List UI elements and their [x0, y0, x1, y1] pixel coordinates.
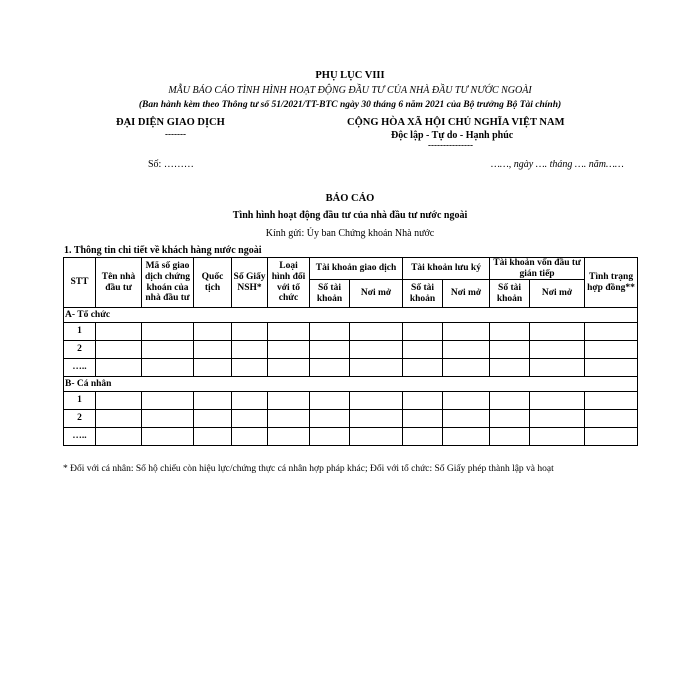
issuance-note: (Ban hành kèm theo Thông tư số 51/2021/TT-BTC ngày 30 tháng 6 năm 2021 của Bộ trưởng Bộ Tài chính) [138, 100, 562, 110]
row-number: ….. [64, 428, 96, 446]
header-contract-status: Tình trạng hợp đồng** [585, 258, 638, 308]
date-line: ……, ngày …. tháng …. năm…… [491, 159, 624, 170]
form-title: MẪU BÁO CÁO TÌNH HÌNH HOẠT ĐỘNG ĐẦU TƯ CỦA NHÀ ĐẦU TƯ NƯỚC NGOÀI [168, 85, 532, 96]
table-row [64, 410, 638, 428]
header-account-no: Số tài khoản [403, 280, 443, 308]
header-nsh-number: Số Giấy NSH* [232, 258, 268, 308]
table-row [64, 323, 638, 341]
table-row [64, 428, 638, 446]
report-title: BÁO CÁO [325, 193, 375, 204]
group-row-individual [64, 377, 638, 392]
group-label: B- Cá nhân [64, 377, 638, 392]
row-number: 2 [64, 341, 96, 359]
table-row [64, 359, 638, 377]
header-org-type: Loại hình đối với tổ chức [268, 258, 310, 308]
header-nationality: Quốc tịch [194, 258, 232, 308]
header-trading-account: Tài khoản giao dịch [310, 258, 403, 280]
nation-title: CỘNG HÒA XÃ HỘI CHỦ NGHĨA VIỆT NAM [347, 117, 565, 128]
footnote: * Đối với cá nhân: Số hộ chiếu còn hiệu lực/chứng thực cá nhân hợp pháp khác; Đối với tổ chức: Số Giấy phép thành lập và hoạt [63, 464, 554, 474]
investor-table [63, 257, 638, 446]
addressee: Kính gửi: Ủy ban Chứng khoán Nhà nước [265, 228, 435, 239]
header-custody-account: Tài khoản lưu ký [403, 258, 490, 280]
header-row-1 [64, 258, 638, 280]
header-opened-at: Nơi mở [443, 280, 490, 308]
header-indirect-capital-account: Tài khoản vốn đầu tư gián tiếp [490, 258, 585, 280]
header-opened-at: Nơi mở [530, 280, 585, 308]
row-number: 1 [64, 323, 96, 341]
report-subtitle: Tình hình hoạt động đầu tư của nhà đầu tư nước ngoài [232, 210, 468, 221]
table-row [64, 341, 638, 359]
header-opened-at: Nơi mở [350, 280, 403, 308]
row-number: 1 [64, 392, 96, 410]
row-number: 2 [64, 410, 96, 428]
motto-rule: --------------- [428, 140, 473, 150]
appendix-title: PHỤ LỤC VIII [315, 70, 385, 81]
header-account-no: Số tài khoản [310, 280, 350, 308]
header-stt: STT [64, 258, 96, 308]
document-number: Số: ……… [148, 159, 194, 170]
header-investor-name: Tên nhà đầu tư [96, 258, 142, 308]
header-account-no: Số tài khoản [490, 280, 530, 308]
national-motto: Độc lập - Tự do - Hạnh phúc [391, 130, 514, 141]
organization-rule: ------- [165, 129, 186, 139]
group-label: A- Tổ chức [64, 308, 638, 323]
row-number: ….. [64, 359, 96, 377]
section-title: 1. Thông tin chi tiết về khách hàng nước ngoài [64, 245, 262, 256]
group-row-organization [64, 308, 638, 323]
table-row [64, 392, 638, 410]
organization-title: ĐẠI DIỆN GIAO DỊCH [116, 117, 225, 128]
header-trading-code: Mã số giao dịch chứng khoán của nhà đầu tư [142, 258, 194, 308]
